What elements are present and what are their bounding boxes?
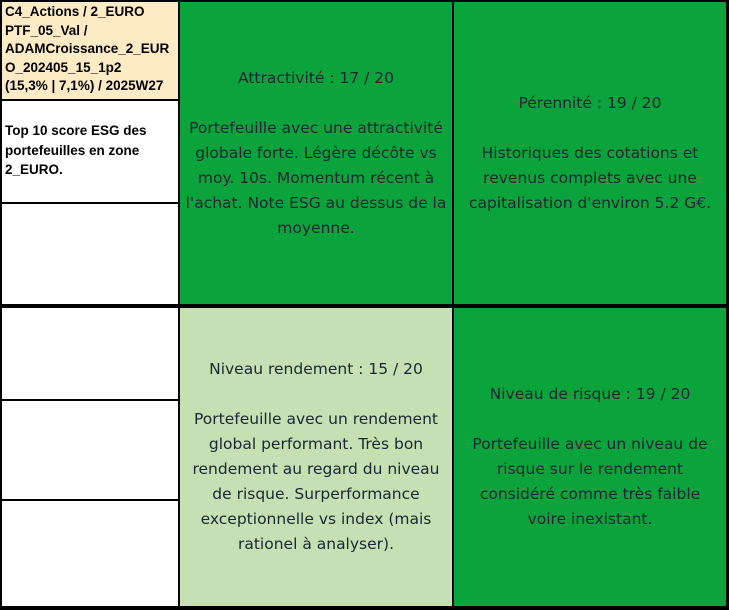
- portfolio-header-cell: [2, 2, 178, 99]
- attractivite-body: Portefeuille avec une attractivité globale forte. Légère décôte vs moy. 10s. Momentum récent à l'achat. Note ESG au dessus de la moyenne.: [185, 118, 447, 237]
- empty-cell: [2, 501, 178, 606]
- description-cell: [2, 101, 178, 202]
- header-line: PTF_05_Val /: [5, 22, 88, 38]
- perennite-tile: [454, 2, 726, 304]
- rendement-title: Niveau rendement : 15 / 20: [209, 360, 423, 378]
- perennite-body: Historiques des cotations et revenus complets avec une capitalisation d'environ 5.2 G€.: [468, 143, 712, 212]
- rendement-body: Portefeuille avec un rendement global performant. Très bon rendement au regard du niveau de risque. Surperformance exceptionnelle vs index (mais rationel à analyser).: [192, 410, 440, 553]
- risque-title: Niveau de risque : 19 / 20: [489, 385, 691, 403]
- risque-tile: [454, 308, 726, 606]
- perennite-title: Pérennité : 19 / 20: [518, 93, 662, 112]
- header-line: O_202405_15_1p2: [5, 59, 122, 75]
- attractivite-tile: [180, 2, 452, 304]
- empty-cell: [2, 401, 178, 499]
- rendement-tile: [180, 308, 452, 606]
- empty-cell: [2, 308, 178, 399]
- risque-body: Portefeuille avec un niveau de risque sur le rendement considéré comme très faible voire inexistant.: [472, 435, 708, 528]
- header-line: C4_Actions / 2_EURO: [5, 4, 145, 19]
- attractivite-title: Attractivité : 17 / 20: [238, 68, 394, 87]
- description-text: Top 10 score ESG des portefeuilles en zone 2_EURO.: [5, 123, 147, 177]
- empty-cell: [2, 204, 178, 304]
- header-line: (15,3% | 7,1%) / 2025W27: [5, 78, 164, 93]
- header-line: ADAMCroissance_2_EUR: [5, 41, 170, 56]
